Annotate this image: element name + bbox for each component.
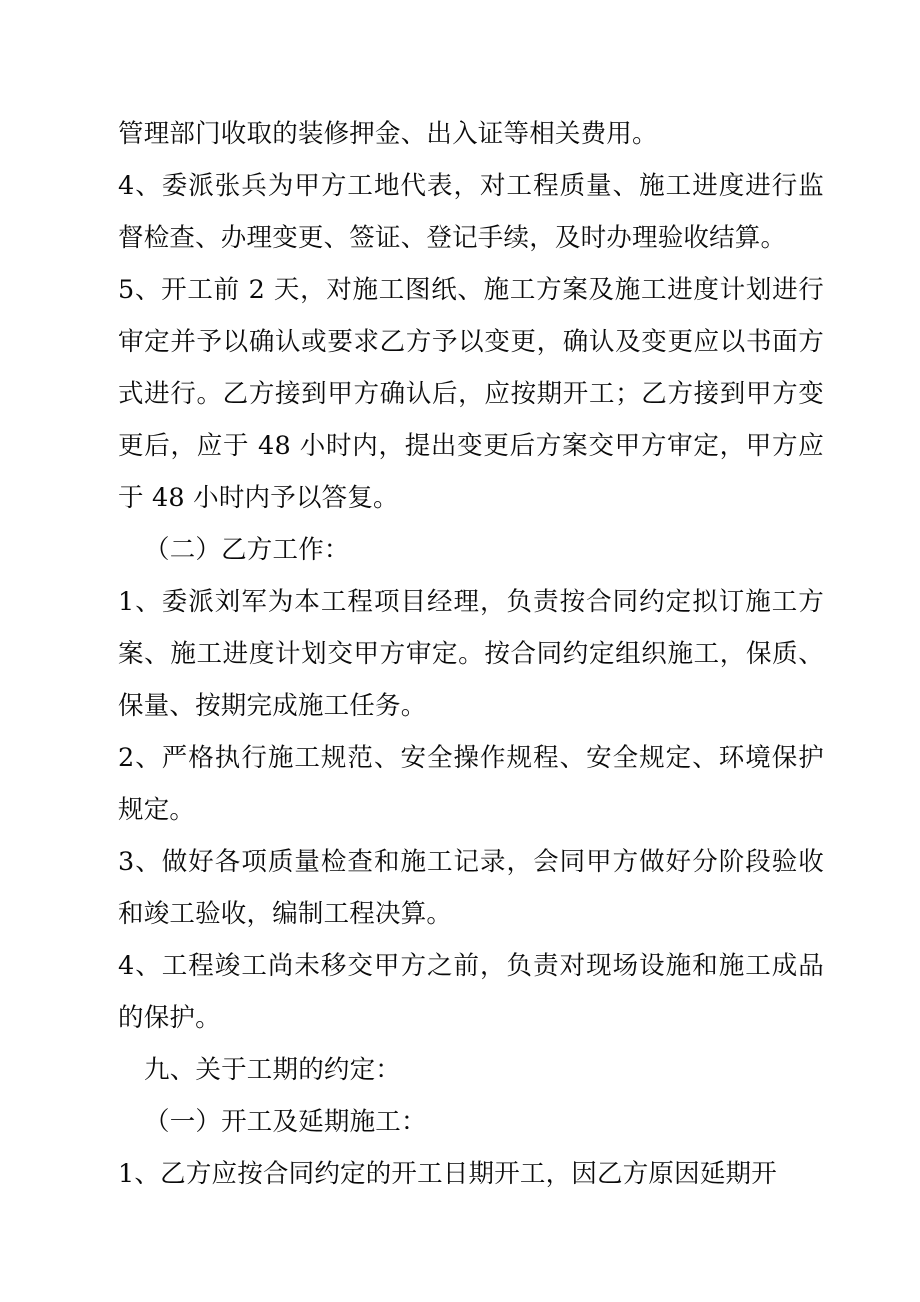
paragraph-section-heading: （一）开工及延期施工：	[144, 1107, 427, 1137]
paragraph: 1、委派刘军为本工程项目经理，负责按合同约定拟订施工方案、施工进度计划交甲方审定。按合同约定组织施工，保质、保量、按期完成施工任务。	[118, 587, 824, 721]
paragraph: 4、工程竣工尚未移交甲方之前，负责对现场设施和施工成品的保护。	[118, 951, 824, 1033]
document-body	[118, 108, 824, 1200]
paragraph: 4、委派张兵为甲方工地代表，对工程质量、施工进度进行监督检查、办理变更、签证、登记手续，及时办理验收结算。	[118, 171, 824, 253]
paragraph: 5、开工前 2 天，对施工图纸、施工方案及施工进度计划进行审定并予以确认或要求乙方予以变更，确认及变更应以书面方式进行。乙方接到甲方确认后，应按期开工；乙方接到甲方变更后，应于 48 小时内，提出变更后方案交甲方审定，甲方应于 48 小时内予以答复。	[118, 275, 824, 513]
paragraph: 1、乙方应按合同约定的开工日期开工，因乙方原因延期开	[118, 1159, 777, 1189]
paragraph: 2、严格执行施工规范、安全操作规程、安全规定、环境保护规定。	[118, 743, 824, 825]
paragraph: 管理部门收取的装修押金、出入证等相关费用。	[118, 119, 658, 149]
paragraph-section-heading: （二）乙方工作：	[144, 535, 350, 565]
paragraph: 3、做好各项质量检查和施工记录，会同甲方做好分阶段验收和竣工验收，编制工程决算。	[118, 847, 824, 929]
paragraph-section-heading: 九、关于工期的约定：	[144, 1055, 402, 1085]
